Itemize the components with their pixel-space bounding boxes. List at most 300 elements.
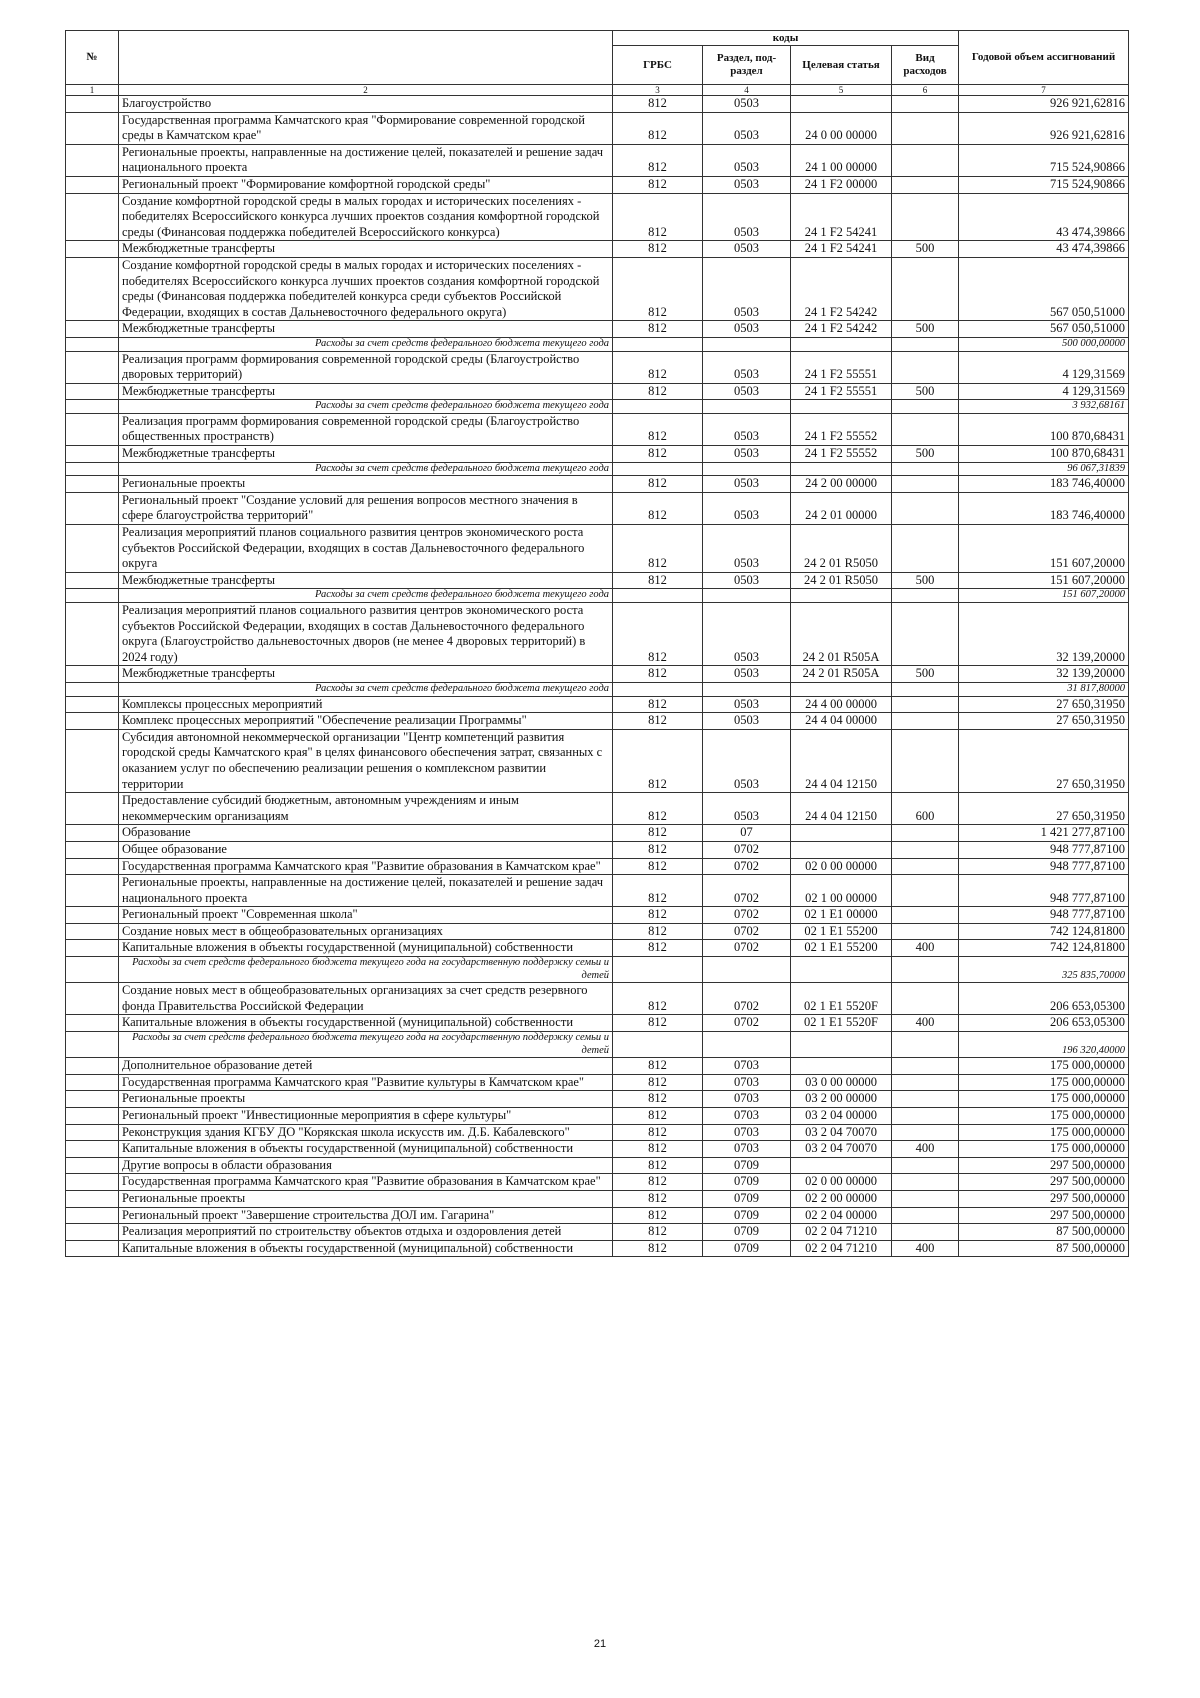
table-row [66,112,1129,144]
cell-type [892,462,959,476]
cell-type [892,144,959,176]
cell-amount: 175 000,00000 [959,1058,1129,1075]
header-name [119,31,613,85]
cell-section: 0503 [703,144,791,176]
table-row [66,729,1129,792]
cell-section: 0503 [703,321,791,338]
table-row [66,875,1129,907]
cell-grbs: 812 [613,1108,703,1125]
cell-grbs: 812 [613,1224,703,1241]
cell-section: 0703 [703,1108,791,1125]
cell-target [791,589,892,603]
cell-name: Государственная программа Камчатского края "Развитие образования в Камчатском крае" [119,858,613,875]
cell-type [892,492,959,524]
cell-num [66,257,119,320]
cell-section: 0709 [703,1207,791,1224]
cell-target [791,337,892,351]
cell-name: Региональные проекты [119,1091,613,1108]
cell-name: Региональные проекты, направленные на достижение целей, показателей и решение задач национального проекта [119,144,613,176]
cell-target [791,1157,892,1174]
cell-amount: 715 524,90866 [959,176,1129,193]
cell-amount: 43 474,39866 [959,193,1129,241]
cell-name: Реализация программ формирования современной городской среды (Благоустройство общественных пространств) [119,413,613,445]
cell-grbs: 812 [613,446,703,463]
cell-type [892,825,959,842]
cell-name: Расходы за счет средств федерального бюджета текущего года [119,462,613,476]
cell-section: 0503 [703,793,791,825]
table-row [66,666,1129,683]
cell-section: 0503 [703,713,791,730]
cell-grbs [613,682,703,696]
cell-target [791,462,892,476]
cell-name: Межбюджетные трансферты [119,241,613,258]
cell-target: 24 1 F2 54242 [791,257,892,320]
cell-name: Региональные проекты [119,476,613,493]
table-row [66,1108,1129,1125]
cell-name: Расходы за счет средств федерального бюджета текущего года [119,337,613,351]
cell-type [892,1091,959,1108]
cell-name: Региональный проект "Формирование комфортной городской среды" [119,176,613,193]
cell-section: 0702 [703,940,791,957]
cell-target: 02 2 04 71210 [791,1240,892,1257]
cell-section: 0709 [703,1157,791,1174]
cell-num [66,1190,119,1207]
cell-num [66,858,119,875]
cell-grbs [613,957,703,983]
federal-funds-row [66,1032,1129,1058]
cell-section: 0503 [703,383,791,400]
table-row [66,793,1129,825]
cell-grbs: 812 [613,1141,703,1158]
cell-grbs: 812 [613,940,703,957]
cell-section: 0503 [703,176,791,193]
cell-grbs: 812 [613,413,703,445]
cell-type [892,1174,959,1191]
cell-name: Создание новых мест в общеобразовательных организациях [119,923,613,940]
cell-amount: 175 000,00000 [959,1124,1129,1141]
cell-name: Государственная программа Камчатского края "Формирование современной городской среды в Камчатском крае" [119,112,613,144]
cell-type [892,713,959,730]
cell-grbs: 812 [613,907,703,924]
cell-num [66,176,119,193]
cell-type [892,983,959,1015]
cell-name: Капитальные вложения в объекты государственной (муниципальной) собственности [119,940,613,957]
cell-target: 24 1 F2 54241 [791,241,892,258]
cell-name: Межбюджетные трансферты [119,446,613,463]
table-row [66,96,1129,113]
cell-name: Реализация мероприятий планов социального развития центров экономического роста субъектов Российской Федерации, входящих в состав Дальневосточного федерального округа [119,525,613,573]
cell-target [791,1032,892,1058]
header-grbs: ГРБС [613,46,703,85]
cell-grbs: 812 [613,875,703,907]
cell-num [66,875,119,907]
cell-name: Межбюджетные трансферты [119,321,613,338]
col-number: 1 [66,85,119,96]
cell-target: 24 0 00 00000 [791,112,892,144]
cell-target: 24 4 04 00000 [791,713,892,730]
cell-type [892,351,959,383]
cell-name: Другие вопросы в области образования [119,1157,613,1174]
cell-amount: 742 124,81800 [959,940,1129,957]
cell-num [66,729,119,792]
budget-table [65,30,1129,1257]
cell-type: 500 [892,241,959,258]
cell-num [66,1058,119,1075]
header-amount: Годовой объем ассигнований [959,31,1129,85]
table-row [66,1190,1129,1207]
cell-grbs: 812 [613,176,703,193]
table-row [66,907,1129,924]
page-number: 21 [593,1638,607,1650]
cell-section: 0702 [703,858,791,875]
cell-type [892,257,959,320]
cell-num [66,572,119,589]
cell-section: 0703 [703,1074,791,1091]
cell-num [66,337,119,351]
table-row [66,1157,1129,1174]
table-row [66,1207,1129,1224]
table-row [66,1240,1129,1257]
cell-name: Образование [119,825,613,842]
cell-target [791,841,892,858]
table-row [66,383,1129,400]
cell-amount: 100 870,68431 [959,413,1129,445]
col-number: 4 [703,85,791,96]
cell-name: Региональный проект "Создание условий для решения вопросов местного значения в сфере благоустройства территорий" [119,492,613,524]
cell-target: 24 1 F2 55552 [791,446,892,463]
col-number: 6 [892,85,959,96]
table-row [66,1091,1129,1108]
cell-grbs: 812 [613,603,703,666]
cell-grbs [613,589,703,603]
cell-num [66,476,119,493]
table-row [66,144,1129,176]
cell-amount: 32 139,20000 [959,666,1129,683]
cell-type [892,96,959,113]
cell-section: 0503 [703,241,791,258]
cell-amount: 32 139,20000 [959,603,1129,666]
cell-grbs: 812 [613,1091,703,1108]
cell-target: 03 0 00 00000 [791,1074,892,1091]
cell-type [892,176,959,193]
cell-grbs: 812 [613,793,703,825]
cell-name: Создание новых мест в общеобразовательных организациях за счет средств резервного фонда Правительства Российской Федерации [119,983,613,1015]
cell-name: Расходы за счет средств федерального бюджета текущего года [119,589,613,603]
cell-grbs: 812 [613,144,703,176]
cell-grbs: 812 [613,241,703,258]
cell-section: 0503 [703,193,791,241]
table-row [66,1141,1129,1158]
cell-amount: 297 500,00000 [959,1174,1129,1191]
cell-grbs [613,337,703,351]
cell-type [892,682,959,696]
cell-name: Субсидия автономной некоммерческой организации "Центр компетенций развития городской среды Камчатского края" в целях финансового обеспечения затрат, связанных с оказанием услуг по обеспечению реализации решения о комплексном развитии территории [119,729,613,792]
cell-type [892,841,959,858]
cell-amount: 567 050,51000 [959,257,1129,320]
col-number: 3 [613,85,703,96]
table-row [66,858,1129,875]
cell-amount: 43 474,39866 [959,241,1129,258]
cell-name: Общее образование [119,841,613,858]
cell-grbs: 812 [613,257,703,320]
table-row [66,413,1129,445]
cell-amount: 87 500,00000 [959,1224,1129,1241]
table-row [66,983,1129,1015]
cell-type [892,1058,959,1075]
cell-name: Благоустройство [119,96,613,113]
cell-num [66,923,119,940]
cell-name: Капитальные вложения в объекты государственной (муниципальной) собственности [119,1141,613,1158]
cell-target: 02 1 E1 5520F [791,1015,892,1032]
cell-target: 24 1 F2 54241 [791,193,892,241]
cell-target: 03 2 04 70070 [791,1141,892,1158]
cell-num [66,603,119,666]
cell-amount: 196 320,40000 [959,1032,1129,1058]
cell-num [66,413,119,445]
cell-target: 24 2 01 R5050 [791,525,892,573]
cell-num [66,1091,119,1108]
cell-target: 24 1 F2 55551 [791,383,892,400]
federal-funds-row [66,462,1129,476]
cell-num [66,351,119,383]
cell-target: 24 4 04 12150 [791,793,892,825]
cell-section: 0503 [703,257,791,320]
cell-grbs: 812 [613,572,703,589]
cell-type [892,193,959,241]
cell-type [892,589,959,603]
cell-section: 0503 [703,572,791,589]
cell-type [892,603,959,666]
col-number: 5 [791,85,892,96]
cell-name: Региональный проект "Инвестиционные мероприятия в сфере культуры" [119,1108,613,1125]
cell-amount: 183 746,40000 [959,492,1129,524]
cell-type [892,1124,959,1141]
cell-type [892,923,959,940]
cell-section: 0503 [703,96,791,113]
cell-amount: 27 650,31950 [959,793,1129,825]
cell-name: Расходы за счет средств федерального бюджета текущего года на государственную поддержку семьи и детей [119,957,613,983]
cell-num [66,666,119,683]
cell-target: 24 2 01 R505A [791,666,892,683]
cell-num [66,193,119,241]
cell-type: 400 [892,940,959,957]
cell-grbs: 812 [613,351,703,383]
cell-num [66,1240,119,1257]
cell-amount: 206 653,05300 [959,1015,1129,1032]
cell-section [703,1032,791,1058]
cell-section: 0503 [703,112,791,144]
cell-grbs: 812 [613,696,703,713]
cell-section: 07 [703,825,791,842]
cell-section: 0702 [703,907,791,924]
cell-amount: 87 500,00000 [959,1240,1129,1257]
cell-type [892,1207,959,1224]
cell-type [892,525,959,573]
cell-name: Расходы за счет средств федерального бюджета текущего года [119,400,613,414]
cell-name: Комплекс процессных мероприятий "Обеспечение реализации Программы" [119,713,613,730]
cell-grbs: 812 [613,1074,703,1091]
table-row [66,321,1129,338]
cell-amount: 175 000,00000 [959,1141,1129,1158]
cell-num [66,907,119,924]
cell-section [703,462,791,476]
cell-amount: 100 870,68431 [959,446,1129,463]
cell-amount: 151 607,20000 [959,572,1129,589]
cell-grbs: 812 [613,321,703,338]
cell-name: Предоставление субсидий бюджетным, автономным учреждениям и иным некоммерческим организациям [119,793,613,825]
cell-section: 0503 [703,666,791,683]
cell-grbs: 812 [613,858,703,875]
cell-type: 400 [892,1240,959,1257]
federal-funds-row [66,682,1129,696]
cell-section: 0703 [703,1141,791,1158]
cell-grbs: 812 [613,1124,703,1141]
cell-amount: 715 524,90866 [959,144,1129,176]
cell-target: 24 1 F2 55552 [791,413,892,445]
cell-amount: 206 653,05300 [959,983,1129,1015]
cell-grbs: 812 [613,1174,703,1191]
table-row [66,572,1129,589]
cell-amount: 500 000,00000 [959,337,1129,351]
cell-grbs: 812 [613,525,703,573]
cell-name: Капитальные вложения в объекты государственной (муниципальной) собственности [119,1240,613,1257]
cell-num [66,983,119,1015]
cell-type [892,1190,959,1207]
cell-grbs: 812 [613,1207,703,1224]
cell-name: Капитальные вложения в объекты государственной (муниципальной) собственности [119,1015,613,1032]
cell-grbs: 812 [613,825,703,842]
cell-name: Создание комфортной городской среды в малых городах и исторических поселениях - победителях Всероссийского конкурса лучших проектов создания комфортной городской среды (Финансовая поддержка победителей Всероссийского конкурса) [119,193,613,241]
cell-amount: 297 500,00000 [959,1157,1129,1174]
cell-target [791,957,892,983]
cell-amount: 96 067,31839 [959,462,1129,476]
cell-grbs: 812 [613,112,703,144]
cell-name: Реконструкция здания КГБУ ДО "Корякская школа искусств им. Д.Б. Кабалевского" [119,1124,613,1141]
cell-num [66,1207,119,1224]
cell-num [66,462,119,476]
cell-num [66,1157,119,1174]
federal-funds-row [66,957,1129,983]
cell-num [66,1108,119,1125]
cell-amount: 183 746,40000 [959,476,1129,493]
cell-grbs: 812 [613,193,703,241]
cell-num [66,446,119,463]
cell-target: 24 1 F2 54242 [791,321,892,338]
cell-amount: 175 000,00000 [959,1091,1129,1108]
cell-amount: 926 921,62816 [959,96,1129,113]
table-row [66,713,1129,730]
cell-name: Расходы за счет средств федерального бюджета текущего года [119,682,613,696]
cell-name: Региональные проекты, направленные на достижение целей, показателей и решение задач национального проекта [119,875,613,907]
cell-target [791,682,892,696]
cell-num [66,940,119,957]
cell-section: 0702 [703,1015,791,1032]
cell-target: 02 1 E1 00000 [791,907,892,924]
cell-target: 24 1 F2 55551 [791,351,892,383]
cell-target: 02 2 04 71210 [791,1224,892,1241]
cell-name: Межбюджетные трансферты [119,666,613,683]
cell-section: 0703 [703,1124,791,1141]
cell-section [703,337,791,351]
cell-section: 0703 [703,1091,791,1108]
cell-type: 500 [892,572,959,589]
cell-target: 03 2 04 00000 [791,1108,892,1125]
cell-target [791,400,892,414]
table-row [66,176,1129,193]
cell-num [66,696,119,713]
cell-amount: 151 607,20000 [959,525,1129,573]
cell-type [892,1074,959,1091]
table-row [66,446,1129,463]
cell-target: 03 2 00 00000 [791,1091,892,1108]
cell-target: 24 4 04 12150 [791,729,892,792]
table-row [66,1224,1129,1241]
cell-grbs: 812 [613,1157,703,1174]
cell-name: Реализация мероприятий планов социального развития центров экономического роста субъектов Российской Федерации, входящих в состав Дальневосточного федерального округа (Благоустройство дальневосточных дворов (не менее 4 дворовых территорий) в 2024 году) [119,603,613,666]
cell-num [66,400,119,414]
cell-amount: 325 835,70000 [959,957,1129,983]
cell-section: 0702 [703,841,791,858]
cell-type: 400 [892,1015,959,1032]
cell-amount: 1 421 277,87100 [959,825,1129,842]
col-number: 2 [119,85,613,96]
cell-type [892,112,959,144]
cell-num [66,112,119,144]
cell-grbs: 812 [613,383,703,400]
cell-section: 0503 [703,729,791,792]
cell-amount: 4 129,31569 [959,383,1129,400]
federal-funds-row [66,337,1129,351]
table-row [66,351,1129,383]
table-row [66,241,1129,258]
cell-section [703,957,791,983]
cell-num [66,492,119,524]
cell-type [892,400,959,414]
cell-target: 02 2 04 00000 [791,1207,892,1224]
header-type: Вид расходов [892,46,959,85]
cell-num [66,321,119,338]
federal-funds-row [66,400,1129,414]
header-section: Раздел, под-раздел [703,46,791,85]
cell-section: 0702 [703,875,791,907]
cell-name: Комплексы процессных мероприятий [119,696,613,713]
cell-target: 24 4 00 00000 [791,696,892,713]
cell-type [892,729,959,792]
cell-type: 400 [892,1141,959,1158]
cell-amount: 948 777,87100 [959,875,1129,907]
cell-grbs: 812 [613,923,703,940]
table-row [66,492,1129,524]
cell-type [892,1032,959,1058]
cell-target: 24 2 00 00000 [791,476,892,493]
cell-num [66,1032,119,1058]
cell-section: 0503 [703,492,791,524]
cell-num [66,682,119,696]
cell-type [892,476,959,493]
cell-grbs: 812 [613,1190,703,1207]
cell-name: Региональный проект "Завершение строительства ДОЛ им. Гагарина" [119,1207,613,1224]
cell-name: Реализация программ формирования современной городской среды (Благоустройство дворовых территорий) [119,351,613,383]
cell-target: 02 0 00 00000 [791,1174,892,1191]
cell-section: 0503 [703,351,791,383]
cell-type [892,1224,959,1241]
cell-num [66,96,119,113]
cell-type: 500 [892,446,959,463]
cell-name: Региональный проект "Современная школа" [119,907,613,924]
cell-amount: 948 777,87100 [959,841,1129,858]
cell-num [66,713,119,730]
cell-type [892,907,959,924]
